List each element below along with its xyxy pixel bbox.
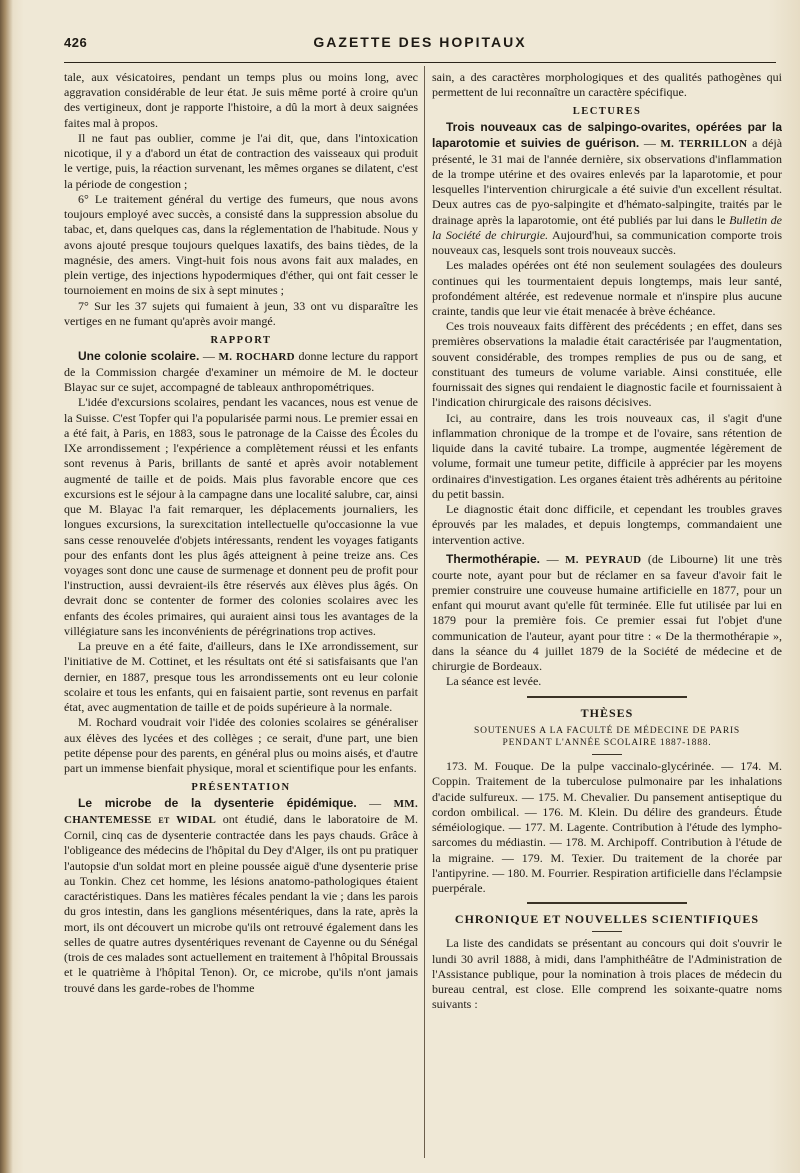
ornament-rule (527, 902, 687, 904)
article-text: ont étudié, dans le laboratoire de M. Cornil, cinq cas de dysenterie contractée dans les pays chauds. Grâce à l'obligeance des médecins de l'hôpital du Dey d'Alger, ils ont pu pratiquer l'autopsie d'un soldat mort en pleine poussée aiguë d'une dysenterie prise au Tonkin. Chez cet homme, les lésions anatomo-pathologiques étaient caractéristiques. Dans les matières fécales pendant la vie ; dans les parois du gros intestin, dans les ganglions mésentériques, dans la rate, après la mort, ils ont découvert un microbe qu'ils ont retrouvé également dans les selles de quatre autres dysentériques revenant de Cayenne ou du Sénégal (trois de ces malades sont actuellement en traitement à l'hôpital Broussais et le quatrième à l'hôpital Tenon). Or, ce microbe, qu'ils n'ont jamais trouvé dans les garde-robes de l'homme (64, 812, 418, 995)
article-title: Trois nouveaux cas de salpingo-ovarites, opérées par la laparotomie et suivies de guérison. (432, 120, 782, 150)
article-presentation: Le microbe de la dysenterie épidémique. — MM. CHANTEMESSE et WIDAL ont étudié, dans le laboratoire de M. Cornil, cinq cas de dysenterie contractée dans les pays chauds. Grâce à l'obligeance des médecins de l'hôpital du Dey d'Alger, ils ont pu pratiquer l'autopsie d'un soldat mort en pleine poussée aiguë d'une dysenterie prise au Tonkin. Chez cet homme, les lésions anatomo-pathologiques étaient caractéristiques. Dans les matières fécales pendant la vie ; dans les parois du gros intestin, dans les ganglions mésentériques, dans la rate, après la mort, ils ont découvert un microbe qu'ils ont retrouvé également dans les selles de quatre autres dysentériques revenant de Cayenne ou du Sénégal (trois de ces malades sont actuellement en traitement à l'hôpital Broussais et le quatrième à l'hôpital Tenon). Or, ce microbe, qu'ils n'ont jamais trouvé dans les garde-robes de l'homme (64, 796, 418, 995)
article-text: (de Libourne) lit une très courte note, ayant pour but de réclamer en sa faveur d'avoir fait le premier construire une couveuse humaine artificielle en 1877, pour un enfant qui mourut avant qu'elle fût terminée. Elle fut utilisée par lui en 1879 pour la première fois. Ce premier essai fut l'objet d'une communication de l'auteur, ayant pour titre : « De la thermothérapie », dans la séance du 4 juillet 1879 de la Société de médecine et de chirurgie de Bordeaux. (432, 551, 782, 674)
article-title: Une colonie scolaire. (78, 348, 200, 363)
paragraph: tale, aux vésicatoires, pendant un temps plus ou moins long, avec aggravation considérable de leur état. Je suis même porté à croire qu'un des vertigineux, dont je rapporte l'histoire, a dû la mort à deux saignées faites mal à propos. (64, 70, 418, 130)
theses-subtitle: PENDANT L'ANNÉE SCOLAIRE 1887-1888. (502, 738, 712, 749)
article-text: donne lecture du rapport de la Commission chargée d'examiner un mémoire de M. le docteur Blayac sur ce sujet, accompagné de tableaux anthropométriques. (64, 348, 418, 395)
ornament-rule (527, 696, 687, 698)
article-text: Aujourd'hui, sa communication comporte trois nouveaux cas, lesquels sont trois nouveaux succès. (432, 227, 782, 258)
journal-title: GAZETTE DES HOPITAUX (313, 34, 527, 50)
section-heading-chronique: CHRONIQUE ET NOUVELLES SCIENTIFIQUES (454, 912, 760, 927)
section-heading-presentation: PRÉSENTATION (191, 782, 291, 794)
header-rule (64, 62, 776, 63)
article-title: Thermothérapie. (446, 551, 541, 566)
paragraph: Le diagnostic était donc difficile, et cependant les troubles graves éprouvés par les malades, et depuis longtemps, commandaient une intervention active. (432, 502, 782, 547)
paragraph: Les malades opérées ont été non seulement soulagées des douleurs continues qui les tourmentaient depuis longtemps, mais leur santé, profondément altérée, est redevenue normale et n'inspire plus aucune crainte, tandis que leur vie était menacée à brève échéance. (432, 258, 782, 319)
section-heading-theses: THÈSES (580, 705, 634, 720)
theses-list: 173. M. Fouque. De la pulpe vaccinalo-glycérinée. — 174. M. Coppin. Traitement de la tuberculose pulmonaire par les inhalations d'acide sulfureux. — 175. M. Chevalier. Du pansement antiseptique du cordon ombilical. — 176. M. Klein. Du délire des grandeurs. Étude séméiologique. — 177. M. Lagente. Contribution à l'étude des lympho-sarcomes du médiastin. — 178. M. Archipoff. Contribution à l'étude de la migraine. — 179. M. Texier. Du traitement de la chorée par l'antipyrine. — 180. M. Fourrier. Respiration artificielle dans l'éclampsie puerpérale. (432, 759, 782, 896)
article-thermotherapie: Thermothérapie. — M. PEYRAUD (de Libourne) lit une très courte note, ayant pour but de réclamer en sa faveur d'avoir fait le premier construire une couveuse humaine artificielle en 1877, pour un enfant qui mourut avant qu'elle fût terminée. Elle fut utilisée par lui en 1879 pour la première fois. Ce premier essai fut l'objet d'une communication de l'auteur, ayant pour titre : « De la thermothérapie », dans la séance du 4 juillet 1879 de la Société de médecine et de chirurgie de Bordeaux. (432, 551, 782, 674)
section-heading-lectures: LECTURES (572, 106, 642, 118)
short-rule (592, 931, 622, 932)
article-rapport: Une colonie scolaire. — M. ROCHARD donne lecture du rapport de la Commission chargée d'examiner un mémoire de M. le docteur Blayac sur ce sujet, accompagné de tableaux anthropométriques. (64, 348, 418, 395)
paragraph: 6° Le traitement général du vertige des fumeurs, que nous avons toujours employé avec succès, a consisté dans la suppression absolue du tabac, et, dans quelques cas, dans la réglementation de l'habitude. Nous y avons ajouté presque toujours quelques laxatifs, des bains tièdes, de la magnésie, des amers. Vingt-huit fois nous avons fait aux malades, en plein vertige, des injections hypodermiques d'éther, qui ont fait cesser le tournoiement en moins de six à sept minutes ; (64, 191, 418, 298)
paragraph: La preuve en a été faite, d'ailleurs, dans le IXe arrondissement, sur l'initiative de M. Cottinet, et les résultats ont été si satisfaisants que l'an dernier, en 1887, presque tous les arrondissements ont eu leur colonie scolaire et tous les enfants, qui en faisaient partie, sont revenus en parfait état, avec augmentation de taille et de poids supérieure à la normale. (64, 639, 418, 715)
seance-closed: La séance est levée. (446, 674, 542, 689)
author-name: M. TERRILLON (660, 137, 748, 150)
paragraph: M. Rochard voudrait voir l'idée des colonies scolaires se généraliser aux élèves des lycées et des collèges ; ce serait, d'une part, une bien petite dépense pour des parents, en général plus ou moins aisés, et d'autre part un immense bienfait physique, moral et scientifique pour les enfants. (64, 715, 418, 776)
journal-reference: Bulletin de la Société de chirurgie. (432, 212, 782, 242)
section-heading-rapport: RAPPORT (210, 334, 272, 346)
right-column (432, 70, 782, 1013)
paragraph: Ici, au contraire, dans les trois nouveaux cas, il s'agit d'une inflammation chronique de la trompe et de l'ovaire, sans rétention de liquide dans la cavité tubaire. La trompe, augmentée légèrement de volume, formait une tumeur petite, difficile à apprécier par les moyens ordinaires d'investigation. Les organes étaient très adhérents au péritoine du petit bassin. (432, 410, 782, 501)
left-column (64, 70, 418, 996)
author-name: MM. CHANTEMESSE et WIDAL (64, 798, 418, 827)
column-divider (424, 66, 425, 1158)
paragraph: Il ne faut pas oublier, comme je l'ai dit, que, dans l'intoxication nicotique, il y a d'abord un état de contraction des vaisseaux qui produit le vertige, puis, la réaction survenant, les mêmes organes se dilatent, c'est la période de congestion ; (64, 130, 418, 191)
paragraph: sain, a des caractères morphologiques et des qualités pathogènes qui permettent de lui reconnaître un caractère spécifique. (432, 70, 782, 100)
article-text: a déjà présenté, le 31 mai de l'année dernière, six observations d'inflammation de la trompe utérine et des ovaires enlevés par la laparotomie, et pour lesquelles l'intervention chirurgicale a été suivie d'un excellent résultat. Deux autres cas de pyo-salpingite et d'hémato-salpingite, traités par le drainage après la laparotomie, ont été publiés par lui dans le (432, 135, 782, 227)
short-rule (592, 754, 622, 755)
author-name: M. PEYRAUD (565, 553, 642, 566)
paragraph: Ces trois nouveaux faits diffèrent des précédents ; en effet, dans ses premières observations la maladie était caractérisée par l'augmentation, souvent considérable, des trompes remplies de pus ou de sang, et constituant des tumeurs de volume variable. Ainsi constituée, elle fournissait des signes qui rendaient le diagnostic facile et fournissaient à l'indication chirurgicale des raisons décisives. (432, 319, 782, 410)
author-name: M. ROCHARD (218, 350, 295, 363)
article-salpingo: Trois nouveaux cas de salpingo-ovarites, opérées par la laparotomie et suivies de guérison. — M. TERRILLON a déjà présenté, le 31 mai de l'année dernière, six observations d'inflammation de la trompe utérine et des ovaires enlevés par la laparotomie, et pour lesquelles l'intervention chirurgicale a été suivie d'un excellent résultat. Deux autres cas de pyo-salpingite et d'hémato-salpingite, traités par le drainage après la laparotomie, ont été publiés par lui dans le Bulletin de la Société de chirurgie. Aujourd'hui, sa communication comporte trois nouveaux cas, lesquels sont trois nouveaux succès. (432, 120, 782, 258)
paragraph: 7° Sur les 37 sujets qui fumaient à jeun, 33 ont vu disparaître les vertiges en ne fumant qu'après avoir mangé. (64, 298, 418, 328)
page-number: 426 (64, 35, 88, 50)
paragraph: La liste des candidats se présentant au concours qui doit s'ouvrir le lundi 30 avril 1888, à midi, dans l'amphithéâtre de l'Administration de l'Assistance publique, pour la nomination à trois places de médecin du bureau central, est close. Elle comprend les soixante-quatre noms suivants : (432, 936, 782, 1012)
page-header (64, 32, 776, 54)
paragraph: L'idée d'excursions scolaires, pendant les vacances, nous est venue de la Suisse. C'est Topfer qui l'a popularisée parmi nous. Le premier essai en a été fait, à Paris, en 1883, sous le patronage de la Caisse des Écoles du IXe arrondissement ; l'expérience a complètement réussi et les enfants sont revenus à Paris, brillants de santé et après avoir notablement augmenté de taille et de poids. Mais plus favorable encore que ces excursions est le séjour à la campagne dans une localité salubre, car, ainsi que M. Blayac l'a fait remarquer, les déplacements journaliers, les longues excursions, la surexcitation intellectuelle qu'occasionne la vue sans cesse renouvelée d'objets intéressants, rendent les voyages fatigants pour des enfants dont les plus âgés atteignent à peine treize ans. Ces voyages sont donc une cause de surmenage et donnent peu de profit pour l'instruction, aussi devraient-ils être réservés aux élèves plus âgés. On devrait donc se contenter de former des colonies scolaires avec les enfants des écoles primaires, qui auraient ainsi tous les avantages de la villégiature sans les inconvénients de pérégrinations trop actives. (64, 395, 418, 638)
theses-subtitle: SOUTENUES A LA FACULTÉ DE MÉDECINE DE PARIS (473, 725, 741, 736)
article-title: Le microbe de la dysenterie épidémique. (78, 796, 357, 811)
